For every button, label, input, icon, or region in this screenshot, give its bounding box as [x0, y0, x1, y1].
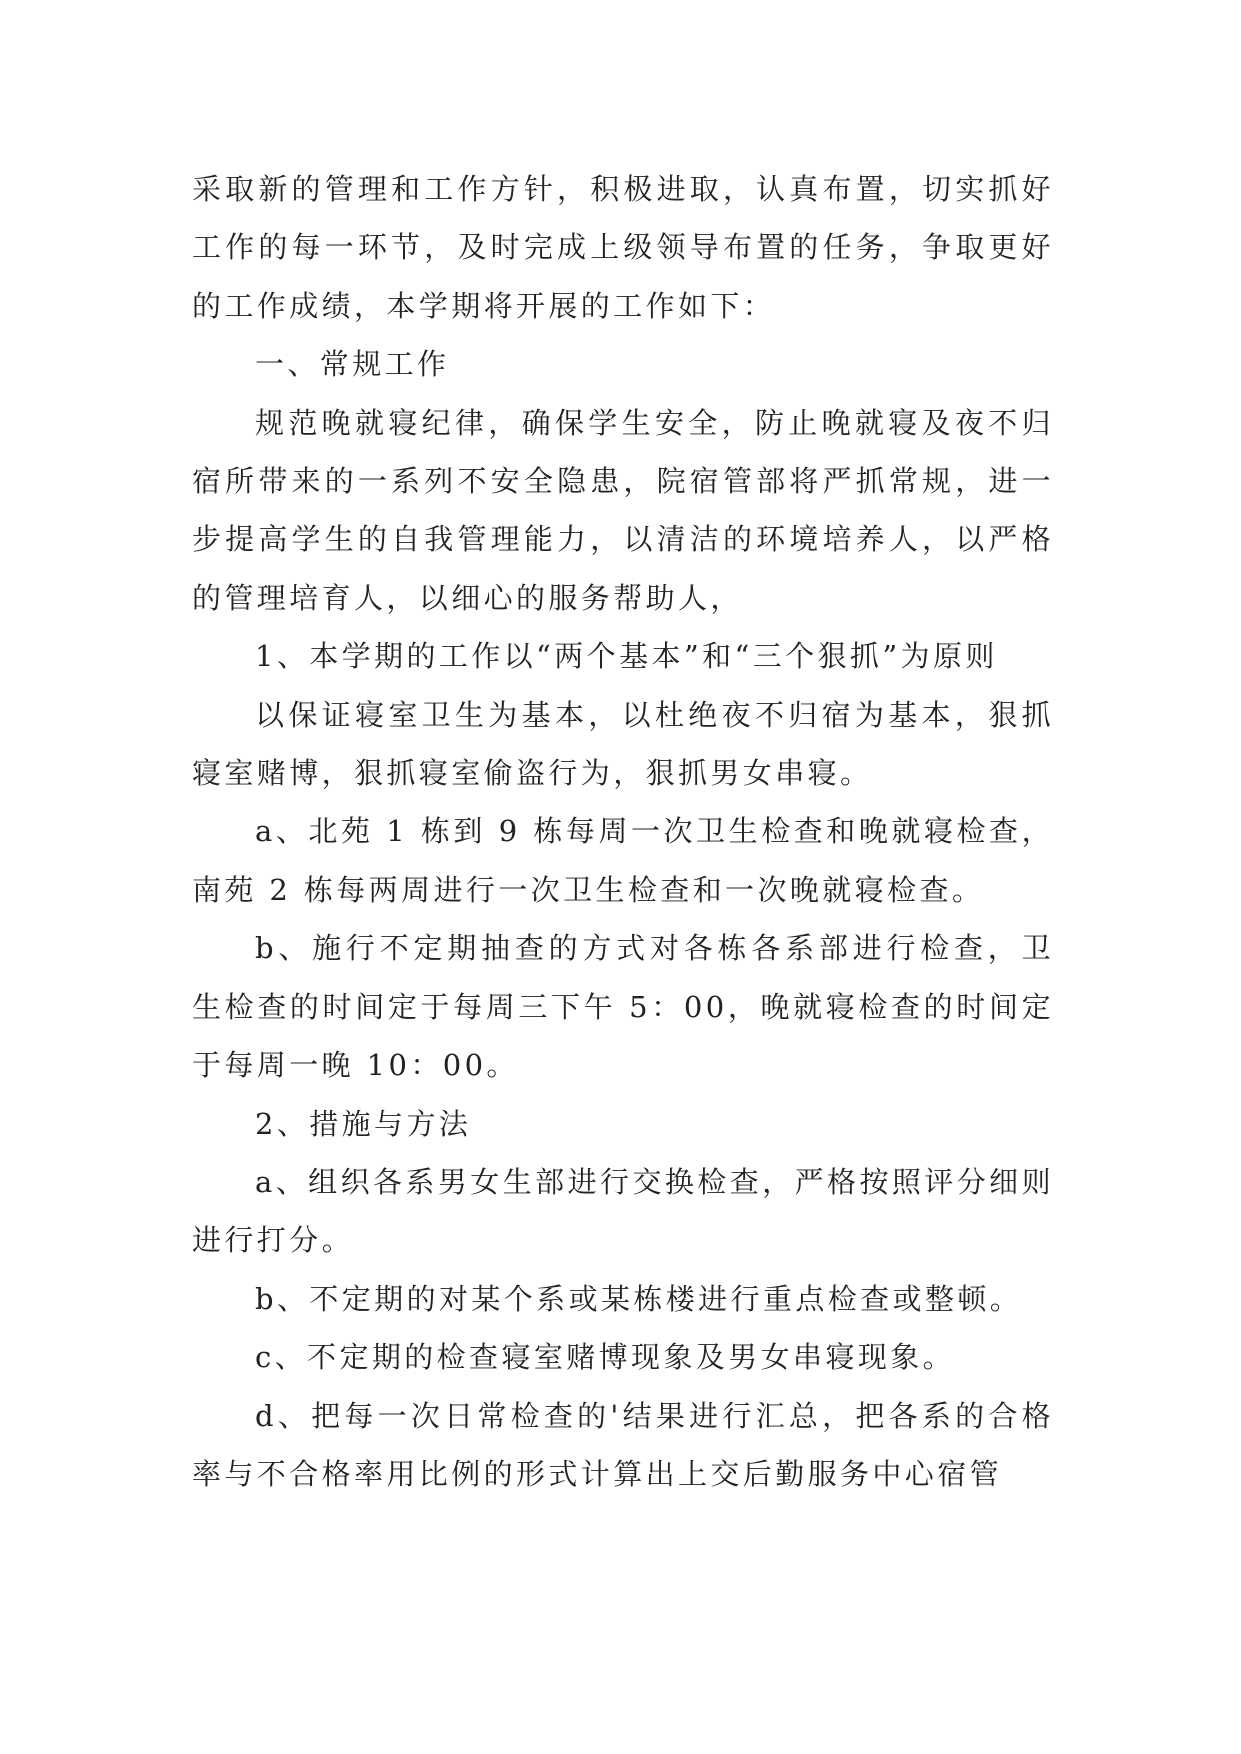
subsection-heading: 1、本学期的工作以“两个基本”和“三个狠抓”为原则	[255, 639, 998, 674]
list-item: d、把每一次日常检查的'结果进行汇总，把各系的合格率与不合格率用比例的形式计算出上交后勤服务中心宿管	[192, 1398, 1054, 1491]
list-item: a、组织各系男女生部进行交换检查，严格按照评分细则进行打分。	[192, 1164, 1054, 1258]
list-item: b、不定期的对某个系或某栋楼进行重点检查或整顿。	[255, 1281, 1023, 1316]
document-body	[192, 160, 1054, 1503]
paragraph: 规范晚就寝纪律，确保学生安全，防止晚就寝及夜不归宿所带来的一系列不安全隐患，院宿管部将严抓常规，进一步提高学生的自我管理能力，以清洁的环境培养人，以严格的管理培育人，以细心的服务帮助人，	[192, 405, 1054, 615]
section-heading: 一、常规工作	[255, 347, 450, 382]
paragraph: 采取新的管理和工作方针，积极进取，认真布置，切实抓好工作的每一环节，及时完成上级领导布置的任务，争取更好的工作成绩，本学期将开展的工作如下：	[192, 172, 1054, 323]
subsection-heading: 2、措施与方法	[255, 1106, 472, 1141]
list-item: b、施行不定期抽查的方式对各栋各系部进行检查，卫生检查的时间定于每周三下午 5：00，晚就寝检查的时间定于每周一晚 10：00。	[192, 931, 1054, 1083]
list-item: a、北苑 1 栋到 9 栋每周一次卫生检查和晚就寝检查，南苑 2 栋每两周进行一次卫生检查和一次晚就寝检查。	[192, 814, 1054, 907]
list-item: c、不定期的检查寝室赌博现象及男女串寝现象。	[255, 1340, 956, 1375]
paragraph: 以保证寝室卫生为基本，以杜绝夜不归宿为基本，狠抓寝室赌博，狠抓寝室偷盗行为，狠抓男女串寝。	[192, 697, 1054, 791]
